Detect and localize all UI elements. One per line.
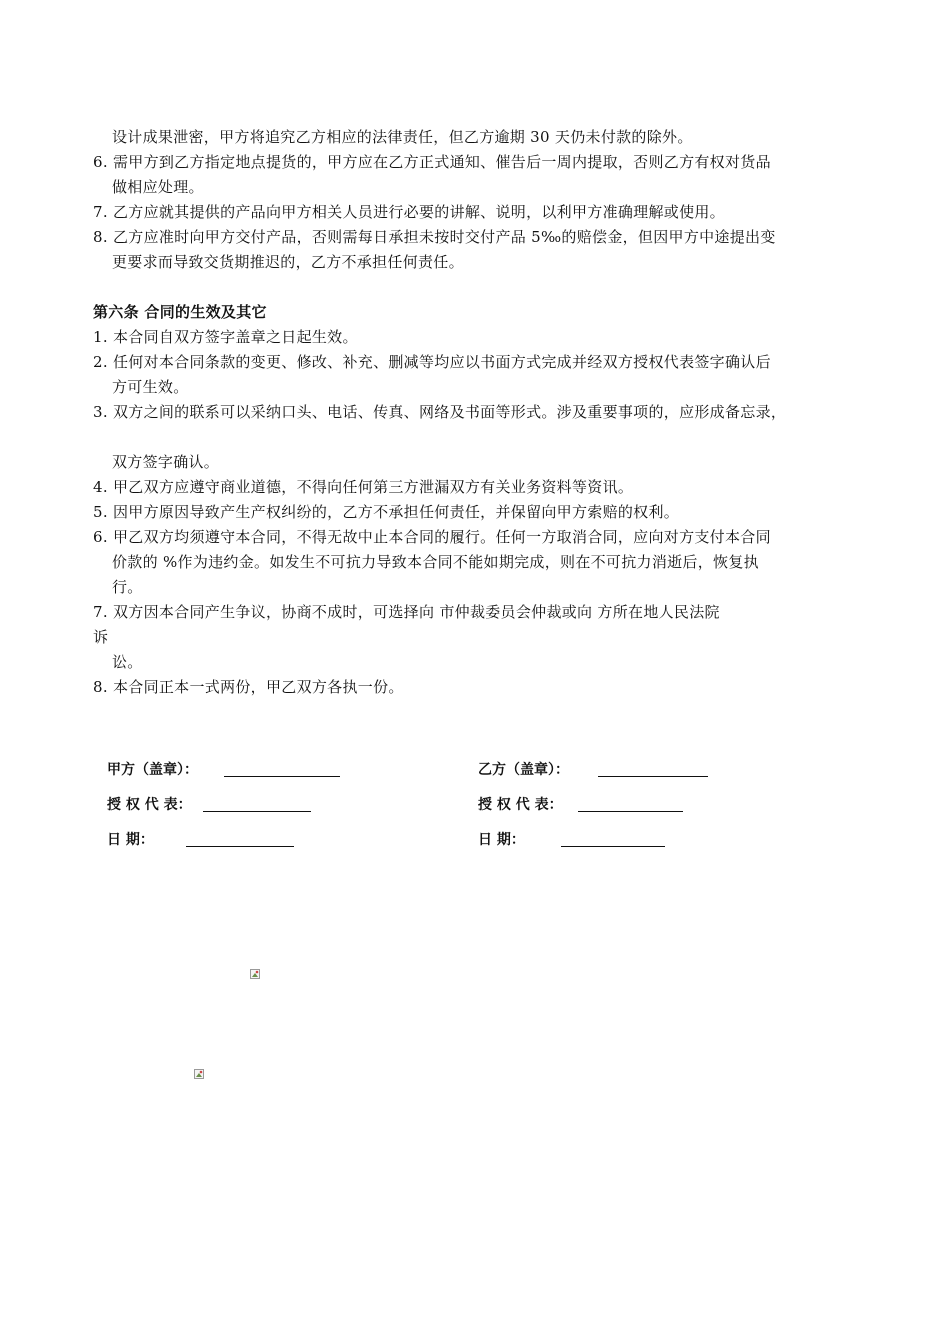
party-a-rep-label: 授 权 代 表：: [107, 797, 192, 813]
clause-item-8-cont: 更要求而导致交货期推迟的，乙方不承担任何责任。: [112, 253, 464, 271]
party-b-date-label: 日 期：: [478, 832, 525, 848]
party-a-seal-blank: [224, 776, 340, 777]
broken-image-icon: [194, 1069, 204, 1079]
party-a-seal-label: 甲方（盖章）：: [107, 762, 198, 778]
party-a-date-label: 日 期：: [107, 832, 154, 848]
article6-item-7-cont: 诉: [93, 628, 109, 646]
party-b-date-blank: [561, 846, 665, 847]
article6-item-7-cont2: 讼。: [112, 653, 143, 671]
article6-item-3: 3. 双方之间的联系可以采纳口头、电话、传真、网络及书面等形式。涉及重要事项的，应形成备忘录，: [93, 403, 787, 421]
article6-item-6: 6. 甲乙双方均须遵守本合同，不得无故中止本合同的履行。任何一方取消合同，应向对方支付本合同: [93, 528, 771, 546]
party-a-rep-blank: [203, 811, 311, 812]
clause-item-8: 8. 乙方应准时向甲方交付产品，否则需每日承担未按时交付产品 5‰的赔偿金，但因甲方中途提出变: [93, 228, 776, 246]
article6-item-1: 1. 本合同自双方签字盖章之日起生效。: [93, 328, 358, 346]
article6-item-8: 8. 本合同正本一式两份，甲乙双方各执一份。: [93, 678, 404, 696]
article6-item-7: 7. 双方因本合同产生争议，协商不成时，可选择向 市仲裁委员会仲裁或向 方所在地人民法院: [93, 603, 720, 621]
party-b-rep-blank: [578, 811, 683, 812]
party-a-date-blank: [186, 846, 294, 847]
article6-item-6-cont2: 行。: [112, 578, 143, 596]
clause-item-7: 7. 乙方应就其提供的产品向甲方相关人员进行必要的讲解、说明，以利甲方准确理解或使用。: [93, 203, 725, 221]
article6-item-3-cont: 双方签字确认。: [112, 453, 220, 471]
party-b-rep-label: 授 权 代 表：: [478, 797, 563, 813]
party-b-seal-blank: [598, 776, 708, 777]
article6-item-2: 2. 任何对本合同条款的变更、修改、补充、删减等均应以书面方式完成并经双方授权代表签字确认后: [93, 353, 771, 371]
article6-item-5: 5. 因甲方原因导致产生产权纠纷的，乙方不承担任何责任，并保留向甲方索赔的权利。: [93, 503, 680, 521]
article-heading: 第六条 合同的生效及其它: [93, 303, 267, 321]
party-b-seal-label: 乙方（盖章）：: [478, 762, 569, 778]
article6-item-2-cont: 方可生效。: [112, 378, 189, 396]
clause-text: 设计成果泄密，甲方将追究乙方相应的法律责任，但乙方逾期 30 天仍未付款的除外。: [112, 128, 693, 146]
broken-image-icon: [250, 969, 260, 979]
article6-item-4: 4. 甲乙双方应遵守商业道德，不得向任何第三方泄漏双方有关业务资料等资讯。: [93, 478, 634, 496]
clause-item-6-cont: 做相应处理。: [112, 178, 204, 196]
clause-item-6: 6. 需甲方到乙方指定地点提货的，甲方应在乙方正式通知、催告后一周内提取，否则乙方有权对货品: [93, 153, 771, 171]
article6-item-6-cont: 价款的 %作为违约金。如发生不可抗力导致本合同不能如期完成，则在不可抗力消逝后，恢复执: [112, 553, 759, 571]
